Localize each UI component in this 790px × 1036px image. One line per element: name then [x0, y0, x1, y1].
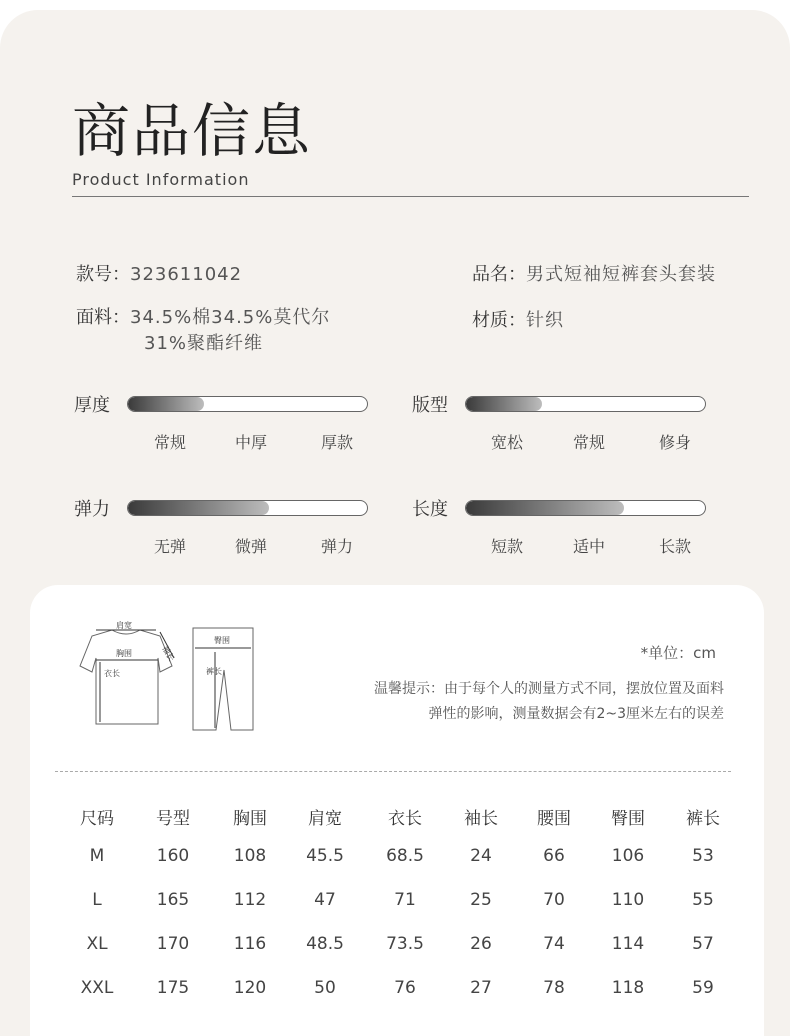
table-cell: 120	[233, 978, 267, 998]
tip-line: 温馨提示：由于每个人的测量方式不同，摆放位置及面料	[374, 681, 724, 697]
table-header: 腰围	[537, 809, 571, 829]
table-cell: 53	[692, 846, 714, 866]
table-cell: 118	[611, 978, 645, 998]
fit-meter	[465, 396, 706, 412]
length-tick: 适中	[572, 537, 606, 556]
product-name-label: 品名：	[472, 264, 526, 285]
table-cell: 57	[692, 934, 714, 954]
table-cell: 76	[394, 978, 416, 998]
style-number-value: 323611042	[130, 264, 243, 285]
table-cell: 78	[543, 978, 565, 998]
table-cell: 73.5	[386, 934, 424, 954]
measurement-diagram	[76, 618, 266, 736]
table-cell: 70	[543, 890, 565, 910]
fit-meter-fill	[466, 397, 542, 411]
table-cell: 50	[314, 978, 336, 998]
fabric-value-line2: 31%聚酯纤维	[144, 333, 264, 354]
tip-line: 弹性的影响，测量数据会有2~3厘米左右的误差	[428, 706, 724, 722]
elasticity-meter-fill	[128, 501, 269, 515]
tshirt-outline	[80, 630, 172, 724]
product-name-value: 男式短袖短裤套头套装	[526, 264, 716, 285]
table-cell: 110	[611, 890, 645, 910]
thickness-meter	[127, 396, 368, 412]
material-label: 材质：	[472, 310, 526, 331]
measurement-tip	[284, 677, 724, 727]
thickness-meter-fill	[128, 397, 204, 411]
size-label-cell: XL	[86, 934, 108, 954]
material-value: 针织	[526, 310, 564, 331]
table-cell: 175	[156, 978, 190, 998]
page-subtitle: Product Information	[72, 170, 250, 189]
material-row	[472, 308, 564, 334]
table-header: 臀围	[611, 809, 645, 829]
table-header: 号型	[156, 809, 190, 829]
diagram-chest-text: 胸围	[116, 649, 132, 658]
table-cell: 48.5	[306, 934, 344, 954]
thickness-tick: 中厚	[234, 433, 268, 452]
table-cell: 55	[692, 890, 714, 910]
table-header: 裤长	[686, 809, 720, 829]
dashed-divider	[55, 771, 731, 772]
fabric-value-line1: 34.5%棉34.5%莫代尔	[130, 307, 331, 328]
elasticity-tick: 无弹	[153, 537, 187, 556]
length-label: 长度	[412, 499, 448, 520]
length-meter	[465, 500, 706, 516]
table-cell: 71	[394, 890, 416, 910]
table-header: 袖长	[464, 809, 498, 829]
style-number-row	[76, 262, 242, 288]
fabric-row	[76, 305, 330, 331]
table-cell: 170	[156, 934, 190, 954]
elasticity-label: 弹力	[74, 499, 110, 520]
fabric-label: 面料：	[76, 307, 130, 328]
diagram-body-length-text: 衣长	[104, 669, 120, 678]
table-cell: 108	[233, 846, 267, 866]
table-header: 肩宽	[308, 809, 342, 829]
page-title: 商品信息	[72, 97, 313, 165]
title-divider	[72, 196, 749, 197]
diagram-sleeve-text: 袖长	[160, 644, 177, 663]
table-cell: 66	[543, 846, 565, 866]
product-name-row	[472, 262, 716, 288]
fit-tick: 常规	[572, 433, 606, 452]
table-cell: 106	[611, 846, 645, 866]
table-cell: 27	[470, 978, 492, 998]
table-cell: 116	[233, 934, 267, 954]
fit-tick: 宽松	[490, 433, 524, 452]
table-cell: 114	[611, 934, 645, 954]
table-cell: 68.5	[386, 846, 424, 866]
diagram-pants-length-text: 裤长	[206, 667, 222, 676]
table-cell: 112	[233, 890, 267, 910]
table-cell: 24	[470, 846, 492, 866]
elasticity-tick: 弹力	[320, 537, 354, 556]
elasticity-meter	[127, 500, 368, 516]
fit-label: 版型	[412, 395, 448, 416]
fit-tick: 修身	[658, 433, 692, 452]
table-cell: 47	[314, 890, 336, 910]
thickness-tick: 常规	[153, 433, 187, 452]
table-header: 尺码	[80, 809, 114, 829]
table-cell: 165	[156, 890, 190, 910]
length-tick: 长款	[658, 537, 692, 556]
elasticity-tick: 微弹	[234, 537, 268, 556]
table-cell: 160	[156, 846, 190, 866]
size-label-cell: M	[89, 846, 105, 866]
size-label-cell: XXL	[80, 978, 114, 998]
diagram-shoulder-text: 肩宽	[116, 621, 132, 630]
unit-note: *单位：cm	[640, 644, 716, 662]
table-cell: 74	[543, 934, 565, 954]
table-cell: 45.5	[306, 846, 344, 866]
thickness-tick: 厚款	[320, 433, 354, 452]
length-tick: 短款	[490, 537, 524, 556]
table-header: 胸围	[233, 809, 267, 829]
size-label-cell: L	[92, 890, 102, 910]
style-number-label: 款号：	[76, 264, 130, 285]
table-cell: 59	[692, 978, 714, 998]
fabric-row-2	[144, 331, 263, 357]
table-header: 衣长	[388, 809, 422, 829]
length-meter-fill	[466, 501, 624, 515]
table-cell: 26	[470, 934, 492, 954]
table-cell: 25	[470, 890, 492, 910]
thickness-label: 厚度	[74, 395, 110, 416]
diagram-hip-text: 臀围	[214, 636, 230, 645]
